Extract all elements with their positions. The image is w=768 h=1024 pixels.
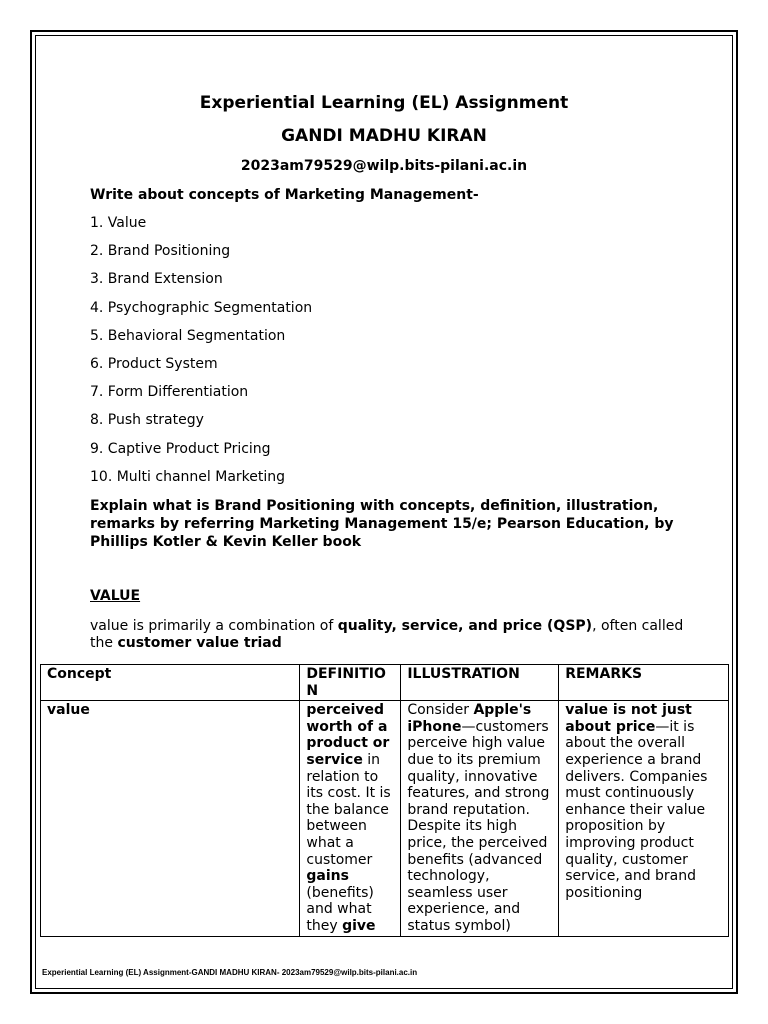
header-definition: DEFINITION (300, 665, 401, 701)
list-item: 2. Brand Positioning (90, 243, 231, 260)
remarks-bold: value is not just about price (565, 702, 692, 735)
list-item: 4. Psychographic Segmentation (90, 299, 313, 316)
remarks-text: —it is about the overall experience a brand delivers. Companies must continuously enhance their value proposition by improving product quality, customer service, and brand positioning (565, 718, 708, 901)
illustration-text: Consider (407, 702, 474, 719)
list-item: 3. Brand Extension (90, 271, 223, 288)
header-remarks: REMARKS (559, 665, 729, 701)
definition-give: give (342, 917, 376, 934)
section-heading-value: VALUE (90, 588, 141, 604)
document-title: Experiential Learning (EL) Assignment (199, 93, 569, 113)
value-intro-triad: customer value triad (117, 635, 282, 651)
concept-table (40, 664, 729, 937)
definition-text: (benefits) and what they (306, 884, 374, 934)
list-item: 6. Product System (90, 355, 218, 372)
value-intro-qsp: quality, service, and price (QSP) (337, 618, 593, 634)
list-item: 10. Multi channel Marketing (90, 468, 286, 485)
list-item: 5. Behavioral Segmentation (90, 327, 286, 344)
cell-illustration (401, 701, 559, 936)
list-item: 9. Captive Product Pricing (90, 440, 271, 457)
definition-text: in relation to its cost. It is the balance between what a customer (306, 751, 391, 868)
concept-list (90, 215, 312, 497)
concept-name: value (47, 702, 90, 719)
list-item: 1. Value (90, 215, 147, 231)
cell-remarks (559, 701, 729, 936)
definition-gains: gains (306, 868, 349, 885)
list-item: 7. Form Differentiation (90, 384, 249, 401)
illustration-bold: Apple's iPhone (407, 702, 532, 735)
cell-concept (41, 701, 300, 936)
definition-bold: perceived worth of a product or service (306, 702, 390, 768)
author-name: GANDI MADHU KIRAN (281, 126, 487, 146)
cell-definition (300, 701, 401, 936)
header-illustration: ILLUSTRATION (401, 665, 559, 701)
table-row (41, 701, 729, 936)
page-footer: Experiential Learning (EL) Assignment-GANDI MADHU KIRAN- 2023am79529@wilp.bits-pilani.ac.in (42, 968, 418, 977)
illustration-text: —customers perceive high value due to its premium quality, innovative features, and strong brand reputation. Despite its high price, the perceived benefits (advanced technology, seamless user experience, and status symbol) (407, 718, 550, 934)
value-intro-text: , often called the (90, 618, 684, 651)
explain-instruction: Explain what is Brand Positioning with concepts, definition, illustration, remarks by referring Marketing Management 15/e; Pearson Education, by Phillips Kotler & Kevin Keller book (90, 498, 674, 550)
header-concept: Concept (41, 665, 300, 701)
author-email: 2023am79529@wilp.bits-pilani.ac.in (240, 158, 528, 174)
table-header-row (41, 665, 729, 701)
value-intro-paragraph (90, 618, 710, 652)
assignment-prompt: Write about concepts of Marketing Management- (90, 187, 479, 203)
value-intro-text: value is primarily a combination of (90, 618, 338, 634)
list-item: 8. Push strategy (90, 412, 204, 429)
